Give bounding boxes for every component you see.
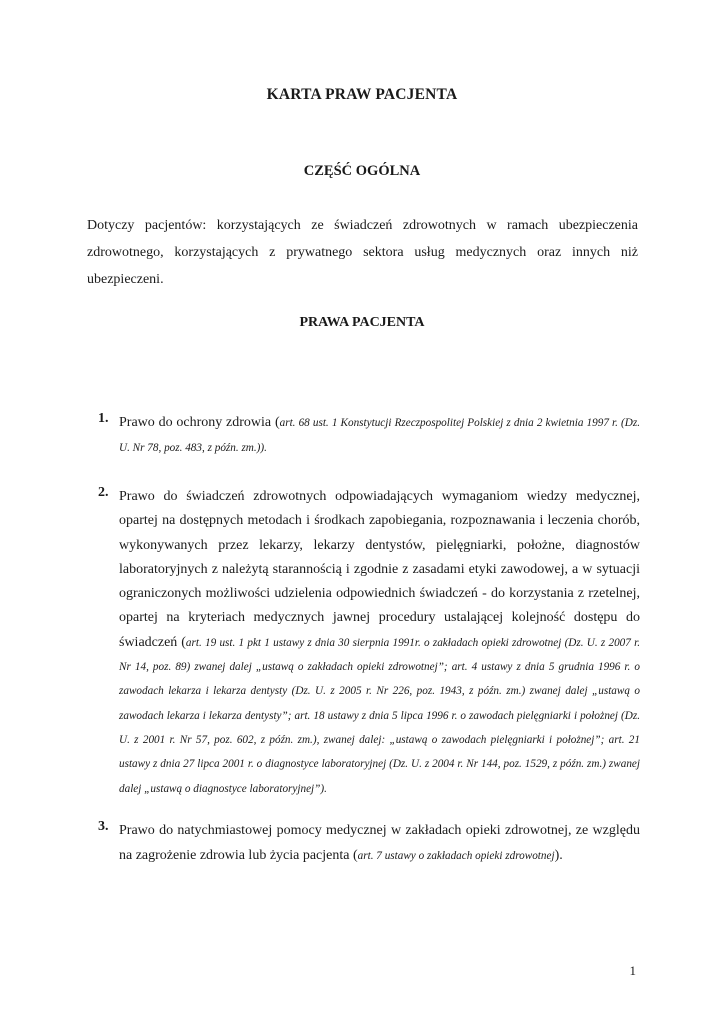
item-text-after: ).	[554, 847, 563, 863]
list-item	[98, 411, 640, 460]
item-body	[119, 485, 640, 801]
item-number: 1.	[98, 411, 109, 426]
item-citation: art. 19 ust. 1 pkt 1 ustawy z dnia 30 sierpnia 1991r. o zakładach opieki zdrowotnej (Dz. U. z 2007 r. Nr 14, poz. 89) zwanej dalej „ustawą o zakładach opieki zdrowotnej”; art. 4 ustawy z dnia 5 grudnia 1996 r. o zawodach lekarza i lekarza dentysty (Dz. U. z 2005 r. Nr 226, poz. 1943, z późn. zm.) zwanej dalej „ustawą o zawodach lekarza i lekarza dentysty”; art. 18 ustawy z dnia 5 lipca 1996 r. o zawodach pielęgniarki i położnej (Dz. U. z 2001 r. Nr 57, poz. 602, z późn. zm.), zwanej dalej: „ustawą o zawodach pielęgniarki i położnej”; art. 21 ustawy z dnia 27 lipca 2001 r. o diagnostyce laboratoryjnej (Dz. U. z 2004 r. Nr 144, poz. 1529, z późn. zm.) zwanej dalej „ustawą o diagnostyce laboratoryjnej”).	[119, 636, 640, 795]
item-number: 3.	[98, 819, 109, 834]
item-citation: art. 68 ust. 1 Konstytucji Rzeczpospolitej Polskiej z dnia 2 kwietnia 1997 r. (Dz. U. Nr 78, poz. 483, z późn. zm.)).	[119, 417, 640, 454]
list-item	[98, 485, 640, 801]
section-title: CZĘŚĆ OGÓLNA	[303, 163, 421, 179]
item-body	[119, 411, 640, 460]
item-body	[119, 819, 640, 868]
intro-paragraph: Dotyczy pacjentów: korzystających ze świadczeń zdrowotnych w ramach ubezpieczenia zdrowotnego, korzystających z prywatnego sektora usług medycznych oraz innych niż ubezpieczeni.	[87, 218, 638, 287]
document-title: KARTA PRAW PACJENTA	[266, 86, 458, 103]
rights-heading: PRAWA PACJENTA	[299, 315, 425, 330]
item-text: Prawo do natychmiastowej pomocy medycznej w zakładach opieki zdrowotnej, ze względu na zagrożenie zdrowia lub życia pacjenta (	[119, 823, 640, 863]
item-citation: art. 7 ustawy o zakładach opieki zdrowotnej	[357, 849, 555, 862]
item-text: Prawo do ochrony zdrowia (	[119, 415, 280, 430]
page-number: 1	[629, 963, 636, 978]
list-item	[98, 819, 640, 868]
item-number: 2.	[98, 485, 109, 500]
item-text: Prawo do świadczeń zdrowotnych odpowiadających wymaganiom wiedzy medycznej, opartej na dostępnych metodach i środkach zapobiegania, rozpoznawania i leczenia chorób, wykonywanych przez lekarzy, lekarzy dentystów, pielęgniarki, położne, diagnostów laboratoryjnych z należytą starannością i zgodnie z zasadami etyki zawodowej, a w sytuacji ograniczonych możliwości udzielenia odpowiednich świadczeń - do korzystania z rzetelnej, opartej na kryteriach medycznych jawnej procedury ustalającej kolejność dostępu do świadczeń (	[119, 489, 640, 650]
